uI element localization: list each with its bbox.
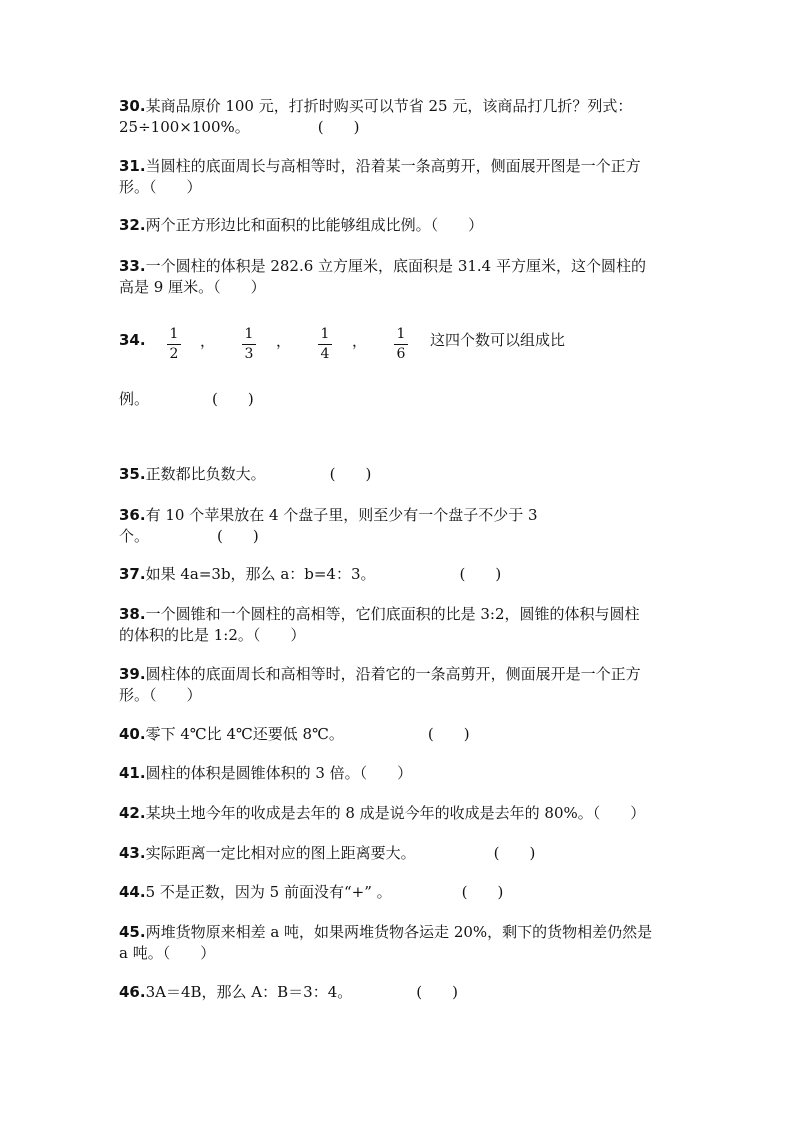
answer-blank[interactable]: ( ) — [459, 565, 502, 583]
question-number: 31. — [119, 157, 146, 175]
question-42 — [119, 803, 679, 824]
question-number: 44. — [119, 883, 146, 901]
question-number: 36. — [119, 506, 146, 524]
question-41 — [119, 763, 679, 784]
question-text: 实际距离一定比相对应的图上距离要大。 — [145, 844, 416, 862]
question-40 — [119, 724, 679, 745]
answer-blank[interactable]: ( ) — [427, 725, 470, 743]
question-number: 40. — [119, 725, 146, 743]
question-text[interactable]: 某块土地今年的收成是去年的 8 成是说今年的收成是去年的 80%。（ ） — [145, 804, 646, 822]
answer-blank[interactable]: ( ) — [493, 844, 536, 862]
question-number: 37. — [119, 565, 146, 583]
question-39 — [119, 664, 679, 706]
comma: ， — [352, 332, 368, 350]
answer-blank[interactable]: ( ) — [416, 983, 458, 1001]
question-text: 正数都比负数大。 — [145, 465, 266, 483]
comma: ， — [276, 332, 292, 350]
question-number: 32. — [119, 216, 146, 234]
question-44 — [119, 882, 679, 903]
answer-blank[interactable]: ( ) — [212, 390, 254, 408]
question-number: 33. — [119, 257, 146, 275]
question-text: 一个圆锥和一个圆柱的高相等，它们底面积的比是 3:2，圆锥的体积与圆柱 — [145, 605, 640, 623]
question-33 — [119, 256, 679, 298]
question-38 — [119, 604, 679, 646]
question-30 — [119, 96, 679, 138]
question-text: 5 不是正数，因为 5 前面没有“+” 。 — [145, 883, 392, 901]
question-text-cont[interactable]: 高是 9 厘米。（ ） — [119, 278, 266, 296]
question-number: 45. — [119, 923, 146, 941]
question-number: 42. — [119, 804, 146, 822]
question-text: 零下 4℃比 4℃还要低 8℃。 — [145, 725, 344, 743]
question-number: 30. — [119, 97, 146, 115]
question-text-cont[interactable]: a 吨。（ ） — [119, 944, 216, 962]
question-32 — [119, 215, 679, 236]
comma: ， — [200, 332, 216, 350]
fraction-one-fourth: $\frac{1}{4}$ — [318, 326, 332, 363]
question-text: 3A＝4B，那么 A：B＝3：4。 — [145, 983, 353, 1001]
question-number: 35. — [119, 465, 146, 483]
question-37 — [119, 564, 679, 585]
question-text: 一个圆柱的体积是 282.6 立方厘米，底面积是 31.4 平方厘米，这个圆柱的 — [145, 257, 646, 275]
fraction-one-half: $\frac{1}{2}$ — [167, 326, 181, 363]
question-text: 当圆柱的底面周长与高相等时，沿着某一条高剪开，侧面展开图是一个正方 — [145, 157, 641, 175]
question-number: 41. — [119, 764, 146, 782]
question-number: 34. — [119, 331, 146, 349]
question-36 — [119, 505, 679, 547]
question-number: 43. — [119, 844, 146, 862]
question-46 — [119, 982, 679, 1003]
question-text: 圆柱体的底面周长和高相等时，沿着它的一条高剪开，侧面展开是一个正方 — [145, 665, 641, 683]
question-text-cont: 25÷100×100%。 — [119, 118, 250, 136]
question-number: 46. — [119, 983, 146, 1001]
question-43 — [119, 843, 679, 864]
answer-blank[interactable]: ( ) — [317, 118, 360, 136]
question-text: 两堆货物原来相差 a 吨，如果两堆货物各运走 20%，剩下的货物相差仍然是 — [145, 923, 653, 941]
question-text: 这四个数可以组成比 — [430, 331, 566, 349]
question-text: 如果 4a=3b，那么 a：b=4：3。 — [145, 565, 376, 583]
question-35 — [119, 464, 679, 485]
question-31 — [119, 156, 679, 198]
question-number: 38. — [119, 605, 146, 623]
question-45 — [119, 922, 679, 964]
question-text-cont: 个。 — [119, 527, 150, 545]
answer-blank[interactable]: ( ) — [329, 465, 372, 483]
question-text: 有 10 个苹果放在 4 个盘子里，则至少有一个盘子不少于 3 — [145, 506, 538, 524]
question-text-cont[interactable]: 形。（ ） — [119, 178, 202, 196]
question-number: 39. — [119, 665, 146, 683]
question-text-cont[interactable]: 的体积的比是 1:2。（ ） — [119, 626, 306, 644]
fraction-one-sixth: $\frac{1}{6}$ — [394, 326, 408, 363]
answer-blank[interactable]: ( ) — [217, 527, 259, 545]
question-text-cont: 例。 — [119, 390, 150, 408]
fraction-one-third: $\frac{1}{3}$ — [242, 326, 256, 363]
question-text[interactable]: 圆柱的体积是圆锥体积的 3 倍。（ ） — [145, 764, 413, 782]
question-text: 某商品原价 100 元，打折时购买可以节省 25 元，该商品打几折？列式： — [145, 97, 633, 115]
answer-blank[interactable]: ( ) — [461, 883, 504, 901]
question-text[interactable]: 两个正方形边比和面积的比能够组成比例。（ ） — [145, 216, 484, 234]
question-text-cont[interactable]: 形。（ ） — [119, 686, 202, 704]
